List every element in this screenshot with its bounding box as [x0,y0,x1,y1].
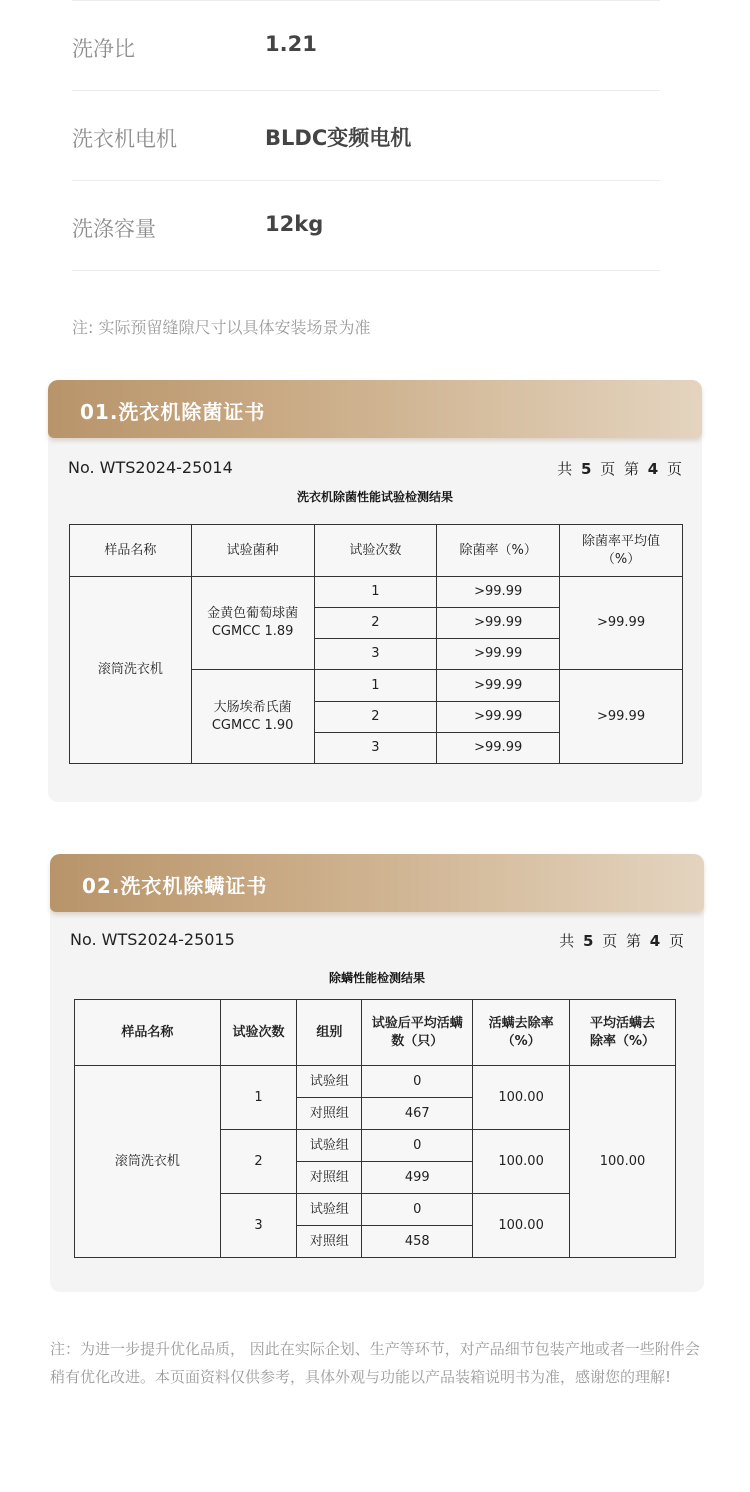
table-row [75,1066,676,1098]
spec-label: 洗涤容量 [72,217,156,241]
mite-count: 467 [362,1098,473,1130]
trial-number: 1 [314,670,437,702]
sample-name: 滚筒洗衣机 [75,1066,221,1258]
mite-count: 0 [362,1130,473,1162]
removal-rate: >99.99 [437,670,560,702]
removal-rate: >99.99 [437,733,560,764]
trial-number: 1 [314,577,437,608]
trial-number: 2 [314,608,437,639]
table-header-row [75,1000,676,1066]
table-row [70,577,683,608]
removal-rate: >99.99 [437,577,560,608]
removal-rate: 100.00 [473,1066,570,1130]
page-suffix: 页 [668,932,686,950]
removal-rate: >99.99 [437,702,560,733]
cert-header [48,380,702,438]
removal-rate: >99.99 [437,639,560,670]
page-mid: 页 第 [602,932,643,950]
page-current: 4 [647,460,661,478]
trial-number: 3 [220,1194,297,1258]
column-header: 试验次数 [314,525,437,577]
doc-title: 洗衣机除菌性能试验检测结果 [296,490,453,504]
antibacterial-table [69,524,683,764]
antimite-table [74,999,676,1258]
doc-number: No. WTS2024-25014 [68,458,233,477]
column-header: 除菌率（%） [437,525,560,577]
column-header: 活螨去除率（%） [473,1000,570,1066]
mite-count: 458 [362,1226,473,1258]
cert-card-antimite [50,854,704,1292]
trial-number: 2 [220,1130,297,1194]
trial-number: 1 [220,1066,297,1130]
column-header: 试验后平均活螨数（只） [362,1000,473,1066]
removal-rate: 100.00 [473,1130,570,1194]
table-header-row [70,525,683,577]
average-rate: >99.99 [560,670,683,764]
doc-number: No. WTS2024-25015 [70,930,235,949]
page-info [557,458,684,479]
trial-number: 2 [314,702,437,733]
page-prefix: 共 [559,932,577,950]
group-name: 试验组 [297,1066,362,1098]
column-header: 样品名称 [75,1000,221,1066]
spec-value: 12kg [265,212,324,236]
spec-row-motor [72,91,660,181]
group-name: 对照组 [297,1226,362,1258]
cert-header [50,854,704,912]
sample-name: 滚筒洗衣机 [70,577,192,764]
mite-count: 0 [362,1194,473,1226]
removal-rate: 100.00 [473,1194,570,1258]
page-suffix: 页 [666,460,684,478]
average-rate: 100.00 [570,1066,676,1258]
group-name: 试验组 [297,1194,362,1226]
strain-name: 金黄色葡萄球菌 CGMCC 1.89 [191,577,314,670]
spec-label: 洗净比 [72,37,135,61]
spec-row-wash-ratio [72,0,660,91]
column-header: 除菌率平均值（%） [560,525,683,577]
column-header: 试验菌种 [191,525,314,577]
column-header: 平均活螨去除率（%） [570,1000,676,1066]
cert-title: 02.洗衣机除螨证书 [82,874,268,898]
mite-count: 0 [362,1066,473,1098]
spec-label: 洗衣机电机 [72,127,177,151]
page-prefix: 共 [557,460,575,478]
spec-value: 1.21 [265,32,317,56]
column-header: 样品名称 [70,525,192,577]
specs-note: 注: 实际预留缝隙尺寸以具体安装场景为准 [72,318,371,337]
page-total: 5 [580,460,594,478]
strain-name: 大肠埃希氏菌 CGMCC 1.90 [191,670,314,764]
footer-note: 注：为进一步提升优化品质， 因此在实际企划、生产等环节，对产品细节包装产地或者一些附件会稍有优化改进。本页面资料仅供参考，具体外观与功能以产品装箱说明书为准，感谢您的理解! [50,1340,700,1386]
trial-number: 3 [314,733,437,764]
group-name: 试验组 [297,1130,362,1162]
cert-title: 01.洗衣机除菌证书 [80,400,266,424]
group-name: 对照组 [297,1162,362,1194]
average-rate: >99.99 [560,577,683,670]
page-info [559,930,686,951]
spec-value: BLDC变频电机 [265,126,412,150]
column-header: 试验次数 [220,1000,297,1066]
page-total: 5 [582,932,596,950]
group-name: 对照组 [297,1098,362,1130]
spec-list [72,0,660,271]
doc-title: 除螨性能检测结果 [328,971,425,985]
column-header: 组别 [297,1000,362,1066]
cert-card-antibacterial [48,380,702,802]
page-mid: 页 第 [600,460,641,478]
spec-row-capacity [72,181,660,271]
page-current: 4 [649,932,663,950]
trial-number: 3 [314,639,437,670]
removal-rate: >99.99 [437,608,560,639]
mite-count: 499 [362,1162,473,1194]
